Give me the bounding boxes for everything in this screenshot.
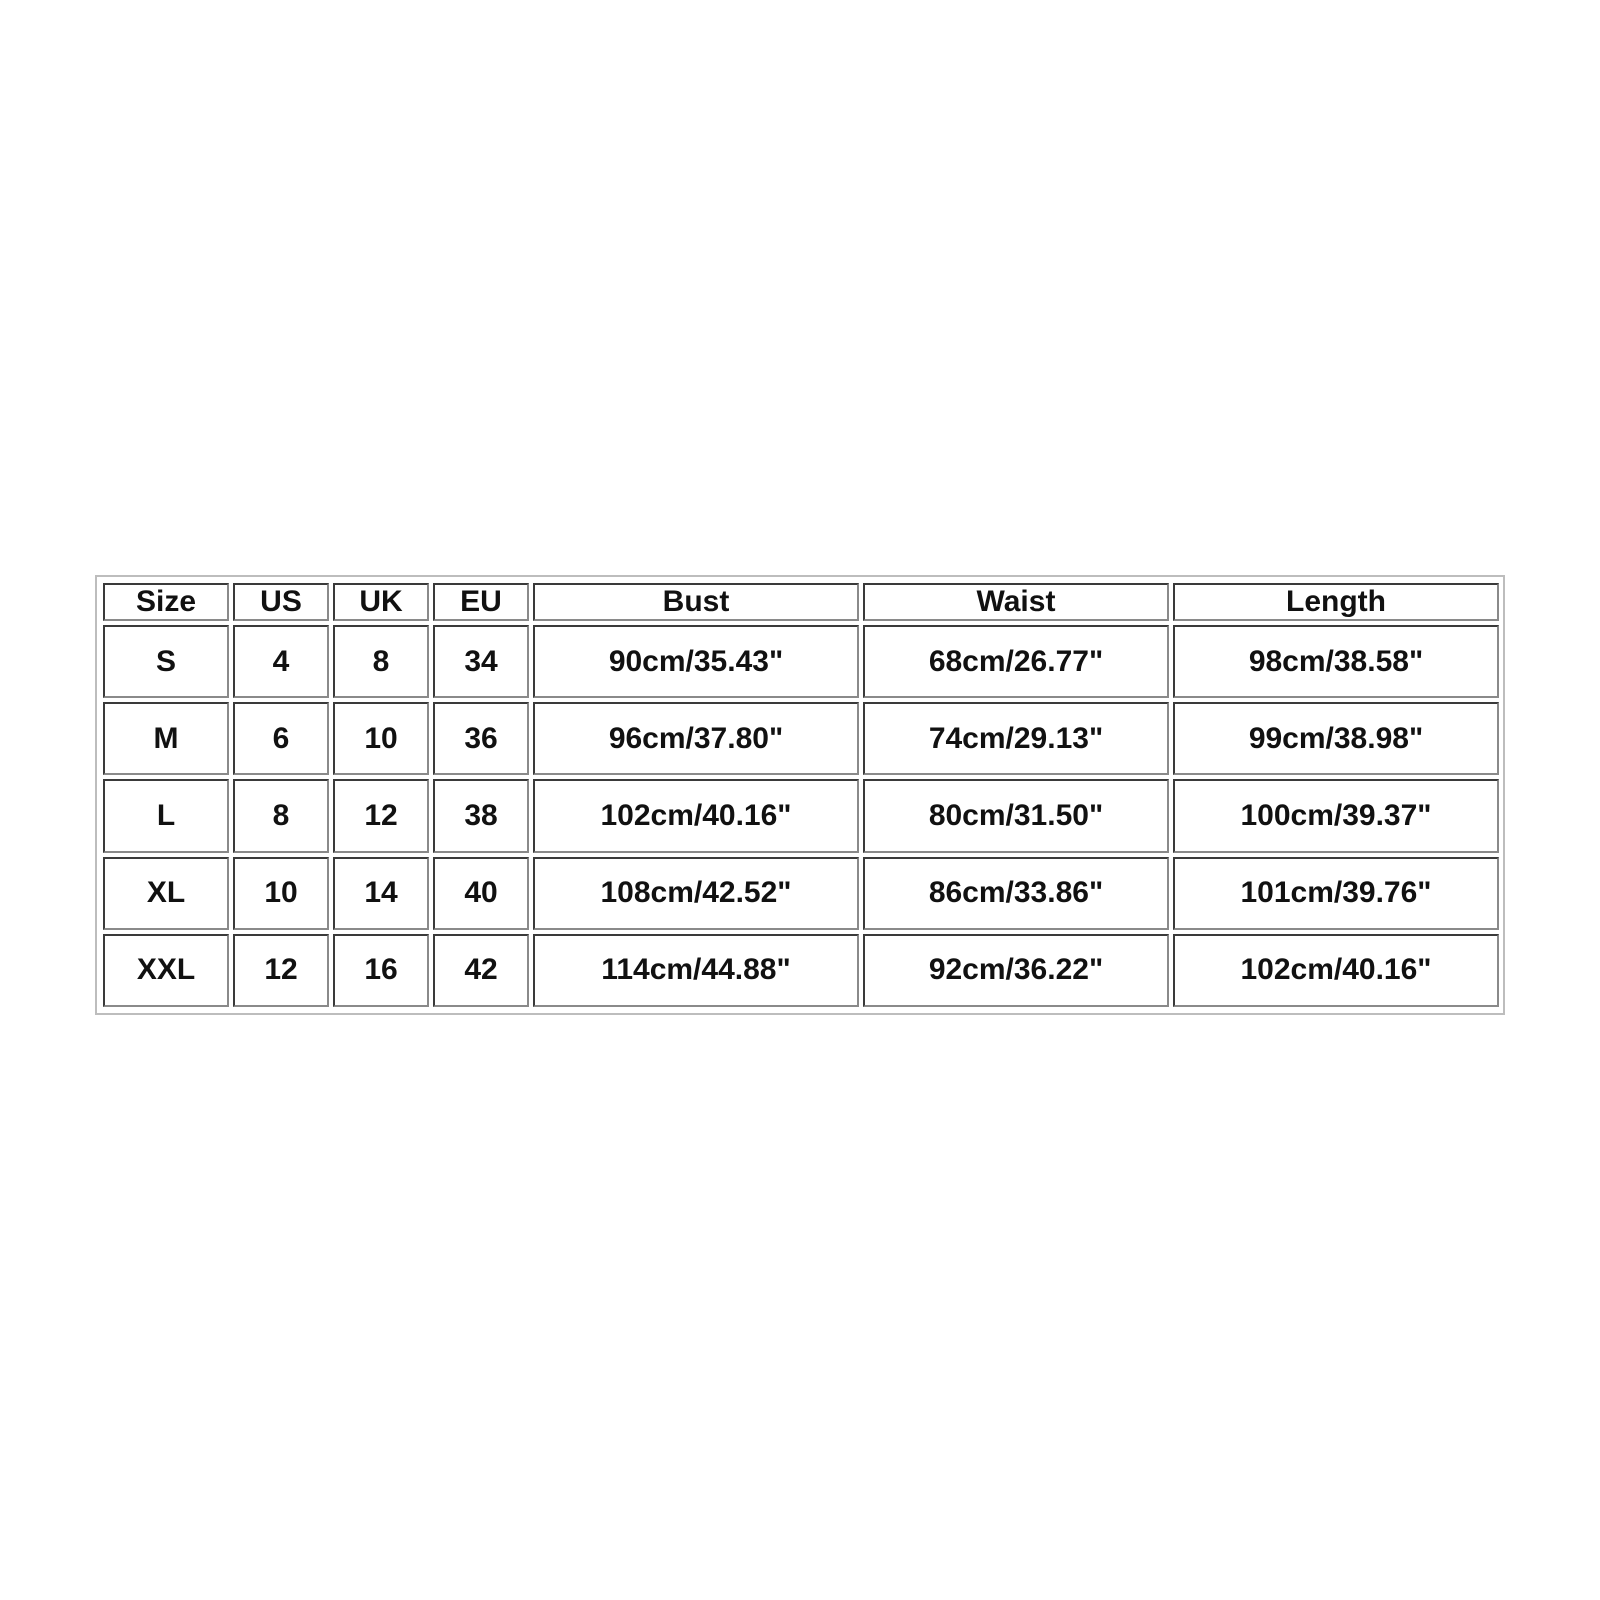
cell-bust: 102cm/40.16" xyxy=(533,779,859,852)
size-chart-table xyxy=(99,579,1503,1011)
table-row xyxy=(103,625,1499,698)
cell-bust: 90cm/35.43" xyxy=(533,625,859,698)
cell-eu: 36 xyxy=(433,702,529,775)
cell-us: 12 xyxy=(233,934,329,1007)
header-eu: EU xyxy=(433,583,529,621)
header-length: Length xyxy=(1173,583,1499,621)
cell-us: 8 xyxy=(233,779,329,852)
cell-us: 4 xyxy=(233,625,329,698)
table-row xyxy=(103,857,1499,930)
cell-uk: 14 xyxy=(333,857,429,930)
cell-uk: 8 xyxy=(333,625,429,698)
cell-uk: 12 xyxy=(333,779,429,852)
cell-waist: 80cm/31.50" xyxy=(863,779,1169,852)
cell-length: 101cm/39.76" xyxy=(1173,857,1499,930)
cell-length: 98cm/38.58" xyxy=(1173,625,1499,698)
cell-size: XXL xyxy=(103,934,229,1007)
table-header-row xyxy=(103,583,1499,621)
cell-waist: 68cm/26.77" xyxy=(863,625,1169,698)
cell-eu: 38 xyxy=(433,779,529,852)
table-row xyxy=(103,779,1499,852)
cell-size: XL xyxy=(103,857,229,930)
cell-length: 102cm/40.16" xyxy=(1173,934,1499,1007)
cell-size: S xyxy=(103,625,229,698)
cell-size: M xyxy=(103,702,229,775)
cell-eu: 42 xyxy=(433,934,529,1007)
cell-us: 10 xyxy=(233,857,329,930)
cell-bust: 114cm/44.88" xyxy=(533,934,859,1007)
cell-uk: 16 xyxy=(333,934,429,1007)
header-uk: UK xyxy=(333,583,429,621)
cell-bust: 96cm/37.80" xyxy=(533,702,859,775)
cell-waist: 86cm/33.86" xyxy=(863,857,1169,930)
table-row xyxy=(103,702,1499,775)
cell-eu: 40 xyxy=(433,857,529,930)
cell-us: 6 xyxy=(233,702,329,775)
size-chart-frame xyxy=(95,575,1505,1015)
cell-size: L xyxy=(103,779,229,852)
table-row xyxy=(103,934,1499,1007)
cell-waist: 74cm/29.13" xyxy=(863,702,1169,775)
header-waist: Waist xyxy=(863,583,1169,621)
cell-length: 100cm/39.37" xyxy=(1173,779,1499,852)
cell-waist: 92cm/36.22" xyxy=(863,934,1169,1007)
cell-bust: 108cm/42.52" xyxy=(533,857,859,930)
header-size: Size xyxy=(103,583,229,621)
cell-eu: 34 xyxy=(433,625,529,698)
header-us: US xyxy=(233,583,329,621)
cell-uk: 10 xyxy=(333,702,429,775)
header-bust: Bust xyxy=(533,583,859,621)
cell-length: 99cm/38.98" xyxy=(1173,702,1499,775)
